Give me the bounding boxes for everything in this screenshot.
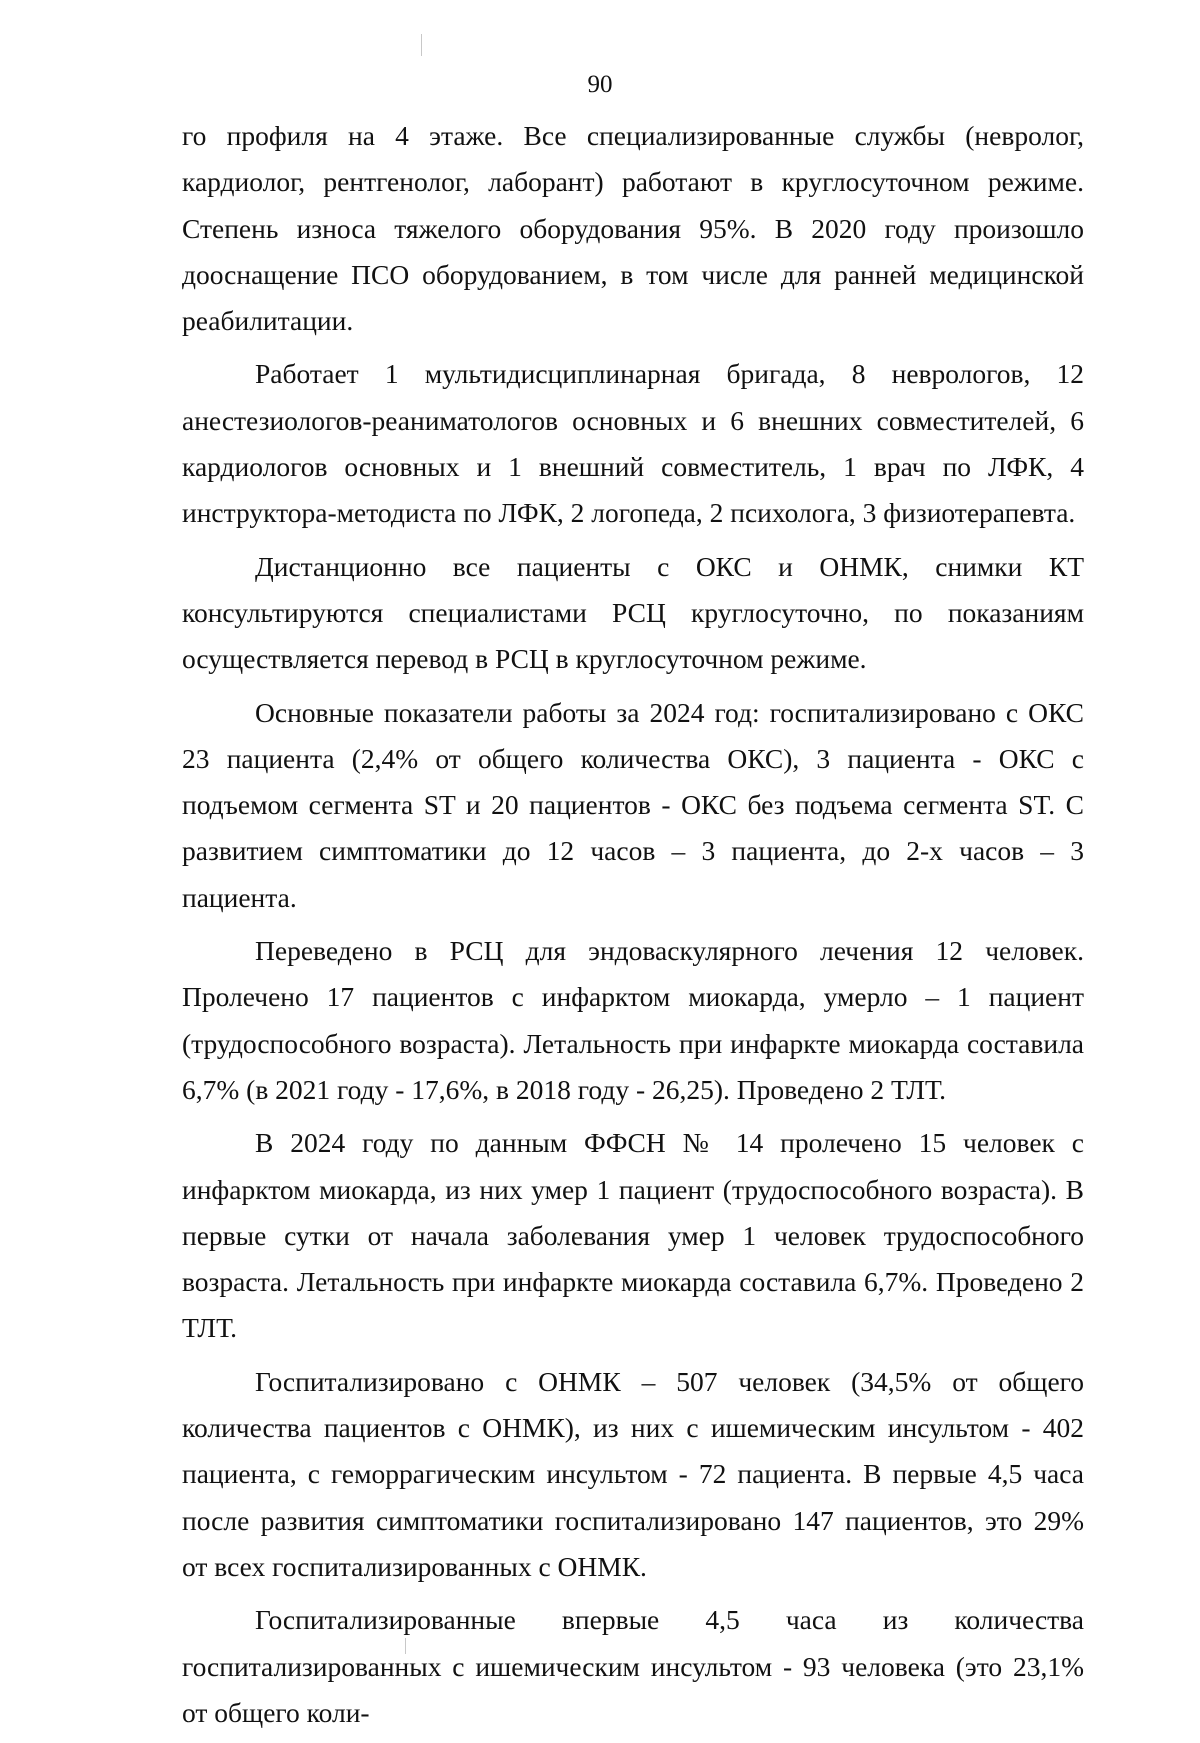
paragraph-oks-indicators: Основные показатели работы за 2024 год: госпитализировано с ОКС 23 пациента (2,4% от общего количества ОКС), 3 пациента - ОКС с подъемом сегмента ST и 20 пациентов - ОКС без подъема сегмента ST. С развитием симптоматики до 12 часов – 3 пациента, до 2-х часов – 3 пациента. <box>182 696 1084 913</box>
page-number: 90 <box>587 71 613 98</box>
scan-artifact-top <box>421 34 422 56</box>
paragraph-equipment: го профиля на 4 этаже. Все специализированные службы (невролог, кардиолог, рентгенолог, лаборант) работают в круглосуточном режиме. Степень износа тяжелого оборудования 95%. В 2020 году произошло дооснащение ПСО оборудованием, в том числе для ранней медицинской реабилитации. <box>182 120 1084 337</box>
paragraph-ischemic-stroke: Госпитализированные впервые 4,5 часа из количества госпитализированных с ишемическим инсультом - 93 человека (это 23,1% от общего коли- <box>182 1604 1084 1728</box>
paragraph-staff: Работает 1 мультидисциплинарная бригада, 8 неврологов, 12 анестезиологов-реаниматологов основных и 6 внешних совместителей, 6 кардиологов основных и 1 внешний совместитель, 1 врач по ЛФК, 4 инструктора-методиста по ЛФК, 2 логопеда, 2 психолога, 3 физиотерапевта. <box>182 358 1084 529</box>
paragraph-onmk-hospitalized: Госпитализировано с ОНМК – 507 человек (34,5% от общего количества пациентов с ОНМК), из них с ишемическим инсультом - 402 пациента, с геморрагическим инсультом - 72 пациента. В первые 4,5 часа после развития симптоматики госпитализировано 147 пациентов, это 29% от всех госпитализированных с ОНМК. <box>182 1365 1084 1582</box>
paragraph-ffsn-14: В 2024 году по данным ФФСН № 14 пролечено 15 человек с инфарктом миокарда, из них умер 1 пациент (трудоспособного возраста). В первые сутки от начала заболевания умер 1 человек трудоспособного возраста. Летальность при инфаркте миокарда составила 6,7%. Проведено 2 ТЛТ. <box>182 1127 1084 1344</box>
paragraph-remote-consultation: Дистанционно все пациенты с ОКС и ОНМК, снимки КТ консультируются специалистами РСЦ круглосуточно, по показаниям осуществляется перевод в РСЦ в круглосуточном режиме. <box>182 550 1084 675</box>
paragraph-transfers: Переведено в РСЦ для эндоваскулярного лечения 12 человек. Пролечено 17 пациентов с инфарктом миокарда, умерло – 1 пациент (трудоспособного возраста). Летальность при инфаркте миокарда составила 6,7% (в 2021 году - 17,6%, в 2018 году - 26,25). Проведено 2 ТЛТ. <box>182 935 1084 1105</box>
document-body <box>182 113 1084 1743</box>
